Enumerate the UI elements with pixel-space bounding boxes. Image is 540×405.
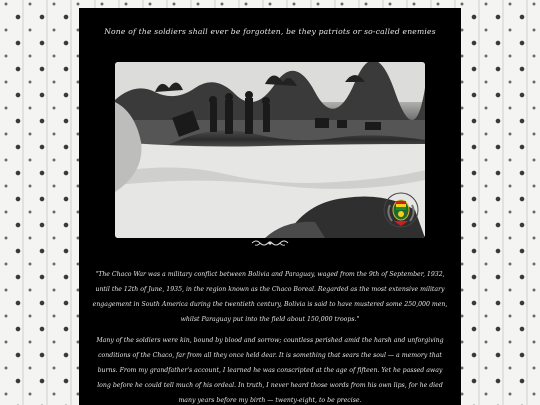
tagline: None of the soldiers shall ever be forgotten, be they patriots or so-called enemies [104,27,436,36]
paragraph-family-memory: Many of the soldiers were kin, bound by blood and sorrow; countless perished amid the harsh and unforgiving conditions of the Chaco, far from all they once held dear. It is something that sears the soul — a memory that burns. From my grandfather's account, I learned he was conscripted at the age of fifteen. Yet he passed away long before he could tell much of his ordeal. In truth, I never heard those words from his own lips, for he died many years before my birth — twenty-eight, to be precise. [96,337,444,404]
historic-war-photo [115,62,425,238]
photo-illustration [115,62,425,238]
paragraph-chaco-war-summary: "The Chaco War was a military conflict between Bolivia and Paraguay, waged from the 9th of September, 1932, until the 12th of June, 1935, in the region known as the Chaco Boreal. Regarded as the most extensive military engagement in South America during the twentieth century, Bolivia is said to have mustered some 250,000 men, whilst Paraguay put into the field about 150,000 troops." [92,271,448,323]
ornamental-divider-icon [250,239,290,247]
bolivia-coat-of-arms-icon [382,191,420,229]
content-panel [79,8,461,405]
